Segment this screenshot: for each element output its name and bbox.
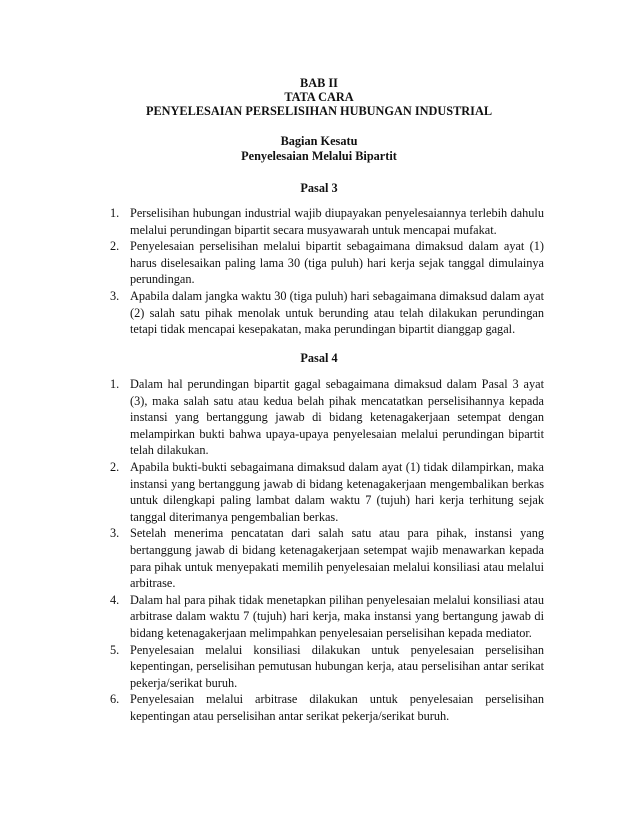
list-item-number: 1. [110,206,120,220]
list-item [110,205,544,238]
list-item-text: Dalam hal perundingan bipartit gagal sebagaimana dimaksud dalam Pasal 3 ayat (3), maka salah satu atau kedua belah pihak mencatatkan perselisihannya kepada instansi yang bertanggung jawab di bidang ketenagakerjaan setempat dengan melampirkan bukti bahwa upaya-upaya penyelesaian melalui perundingan bipartit telah dilakukan. [130,377,544,458]
section-label: Bagian Kesatu [280,134,358,148]
title-line-1: TATA CARA [284,90,354,104]
list-item-text: Penyelesaian melalui arbitrase dilakukan untuk penyelesaian perselisihan kepentingan atau perselisihan antar serikat pekerja/serikat buruh. [130,692,544,723]
list-item-number: 6. [110,692,120,707]
list-item-number: 5. [110,642,120,657]
list-item [110,459,544,525]
list-item-number: 2. [110,239,120,254]
list-item [110,691,544,724]
list-item [110,592,544,642]
chapter-label: BAB II [300,76,338,90]
list-item-text: Perselisihan hubungan industrial wajib diupayakan penyelesaiannya terlebih dahulu melalui perundingan bipartit secara musyawarah untuk mencapai mufakat. [130,206,544,237]
list-item-text: Penyelesaian perselisihan melalui bipartit sebagaimana dimaksud dalam ayat (1) harus diselesaikan paling lama 30 (tiga puluh) hari kerja sejak tanggal dimulainya perundingan. [130,239,544,287]
list-item [110,376,544,459]
list-item-number: 3. [110,288,120,303]
list-item-text: Apabila bukti-bukti sebagaimana dimaksud dalam ayat (1) tidak dilampirkan, maka instansi yang bertanggung jawab di bidang ketenagakerjaan mengembalikan berkas untuk dilengkapi paling lambat dalam waktu 7 (tujuh) hari kerja terhitung sejak tanggal diterimanya pengembalian berkas. [130,459,544,524]
list-item [110,525,544,591]
list-item [110,238,544,288]
pasal-4-list [110,376,544,724]
list-item-number: 3. [110,526,120,541]
list-item [110,288,544,338]
pasal-3-heading: Pasal 3 [300,181,338,195]
list-item-number: 2. [110,459,120,474]
list-item-number: 1. [110,377,120,391]
list-item-number: 4. [110,592,120,607]
list-item-text: Penyelesaian melalui konsiliasi dilakukan untuk penyelesaian perselisihan kepentingan, perselisihan pemutusan hubungan kerja, atau perselisihan antar serikat pekerja/serikat buruh. [130,642,544,690]
list-item [110,642,544,692]
pasal-4-heading: Pasal 4 [300,351,338,365]
list-item-text: Setelah menerima pencatatan dari salah satu atau para pihak, instansi yang bertanggung jawab di bidang ketenagakerjaan setempat wajib menawarkan kepada para pihak untuk menyepakati memilih penyelesaian melalui konsiliasi atau melalui arbitrase. [130,526,544,591]
list-item-text: Dalam hal para pihak tidak menetapkan pilihan penyelesaian melalui konsiliasi atau arbitrase dalam waktu 7 (tujuh) hari kerja, maka instansi yang bertangung jawab di bidang ketenagakerjaan melimpahkan penyelesaian perselisihan kepada mediator. [130,592,544,640]
title-line-2: PENYELESAIAN PERSELISIHAN HUBUNGAN INDUSTRIAL [145,104,493,118]
list-item-text: Apabila dalam jangka waktu 30 (tiga puluh) hari sebagaimana dimaksud dalam ayat (2) salah satu pihak menolak untuk berunding atau telah dilakukan perundingan tetapi tidak mencapai kesepakatan, maka perundingan bipartit dianggap gagal. [130,288,544,337]
section-title: Penyelesaian Melalui Bipartit [241,149,397,163]
pasal-3-list [110,205,544,338]
